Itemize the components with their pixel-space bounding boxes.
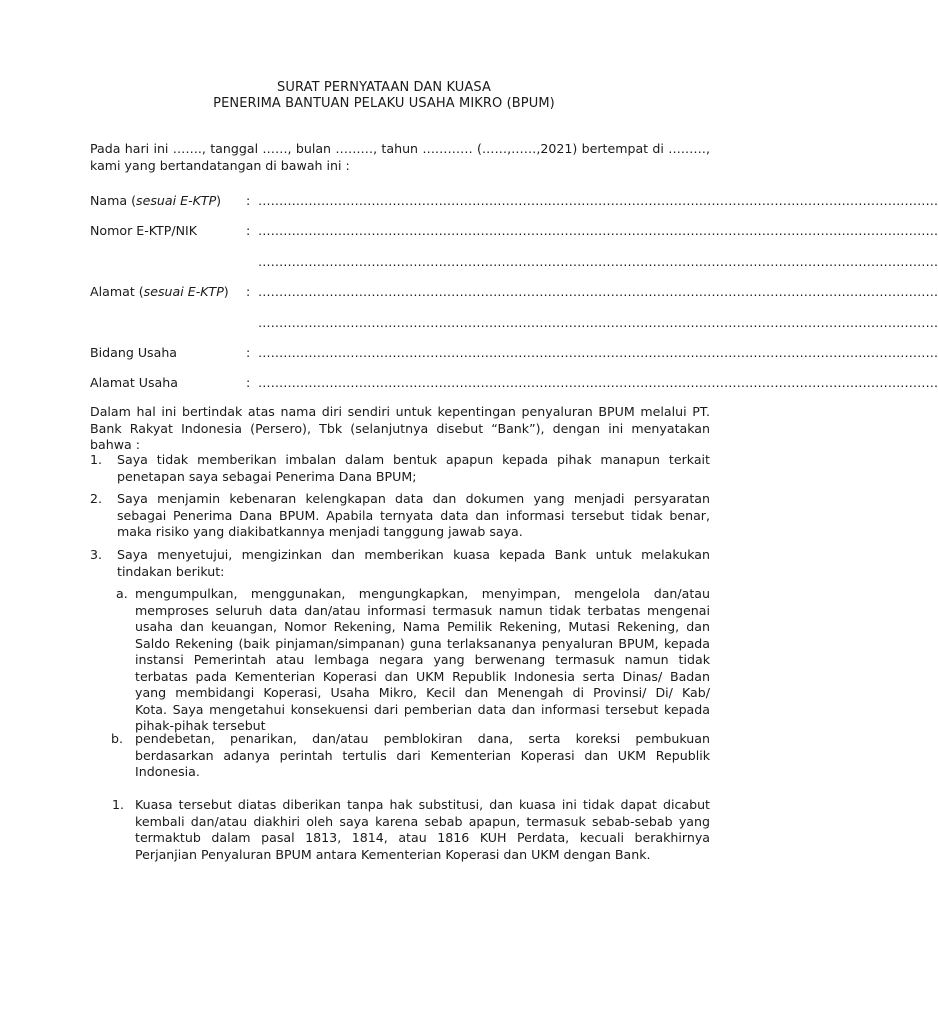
final-item-number: 1. [112, 797, 125, 812]
intro-paragraph [90, 141, 710, 174]
field-nama-blank: ……………………………………………………………………………………………………………………………………………… [258, 193, 938, 208]
field-alamat-usaha: Alamat Usaha : ……………………………………………………………………………………………………………………………………………… [90, 375, 938, 390]
field-nik-blank-2: ……………………………………………………………………………………………………………………………………………… [258, 254, 938, 269]
field-alamat-blank: ……………………………………………………………………………………………………………………………………………… [258, 284, 938, 299]
subitem-a-text: mengumpulkan, menggunakan, mengungkapkan, menyimpan, mengelola dan/atau memproses seluruh data dan/atau informasi termasuk namun tidak terbatas mengenai usaha dan keuangan, Nomor Rekening, Nama Pemilik Rekening, Mutasi Rekening, dan Saldo Rekening (baik pinjaman/simpanan) guna terlaksananya penyaluran BPUM, kepada instansi Pemerintah atau lembaga negara yang berwenang termasuk namun tidak terbatas pada Kementerian Koperasi dan UKM Republik Indonesia serta Dinas/ Badan yang membidangi Koperasi, Usaha Mikro, Kecil dan Menengah di Provinsi/ Di/ Kab/ Kota. Saya mengetahui konsekuensi dari pemberian data dan informasi tersebut kepada pihak-pihak tersebut [135, 586, 710, 733]
field-nik: Nomor E-KTP/NIK : ……………………………………………………………………………………………………………………………………………… [90, 223, 938, 238]
field-nik-label: Nomor E-KTP/NIK [90, 223, 197, 238]
field-alamat-label: Alamat (sesuai E-KTP) [90, 284, 229, 299]
field-nama-label: Nama (sesuai E-KTP) [90, 193, 222, 208]
final-item-text: Kuasa tersebut diatas diberikan tanpa hak substitusi, dan kuasa ini tidak dapat dicabut kembali dan/atau diakhiri oleh saya karena sebab apapun, termasuk sebab-sebab yang termaktub dalam pasal 1813, 1814, atau 1816 KUH Perdata, kecuali berakhirnya Perjanjian Penyaluran BPUM antara Kementerian Koperasi dan UKM dengan Bank. [135, 797, 710, 862]
intro-line-1: Pada hari ini ……., tanggal ……, bulan ………, tahun ………… (……,……,2021) bertempat di ………, [90, 141, 710, 156]
subitem-b-text: pendebetan, penarikan, dan/atau pemblokiran dana, serta koreksi pembukuan berdasarkan adanya perintah tertulis dari Kementerian Koperasi dan UKM Republik Indonesia. [135, 731, 710, 779]
field-bidang-usaha: Bidang Usaha : ……………………………………………………………………………………………………………………………………………… [90, 345, 938, 360]
item-1-text: Saya tidak memberikan imbalan dalam bentuk apapun kepada pihak manapun terkait penetapan saya sebagai Penerima Dana BPUM; [117, 452, 710, 484]
field-bidang-usaha-label: Bidang Usaha [90, 345, 178, 360]
field-alamat-blank-2: ……………………………………………………………………………………………………………………………………………… [258, 315, 938, 330]
field-alamat: Alamat (sesuai E-KTP) : ……………………………………………………………………………………………………………………………………………… [90, 284, 938, 299]
title-line-2: PENERIMA BANTUAN PELAKU USAHA MIKRO (BPUM) [213, 96, 555, 111]
intro-line-2: kami yang bertandatangan di bawah ini : [90, 157, 350, 173]
field-bidang-usaha-blank: ……………………………………………………………………………………………………………………………………………… [258, 345, 938, 360]
item-3-text: Saya menyetujui, mengizinkan dan memberikan kuasa kepada Bank untuk melakukan tindakan berikut: [117, 547, 710, 579]
item-3-number: 3. [90, 547, 103, 562]
field-nama: Nama (sesuai E-KTP) : ……………………………………………………………………………………………………………………………………………… [90, 193, 938, 208]
subitem-a-letter: a. [116, 586, 128, 601]
item-1-number: 1. [90, 452, 103, 467]
item-2-number: 2. [90, 491, 103, 506]
subitem-b-letter: b. [111, 731, 123, 746]
field-alamat-continued [90, 315, 938, 332]
field-nik-blank: ……………………………………………………………………………………………………………………………………………… [258, 223, 938, 238]
field-nik-continued [90, 254, 938, 271]
statement-paragraph: Dalam hal ini bertindak atas nama diri sendiri untuk kepentingan penyaluran BPUM melalui PT. Bank Rakyat Indonesia (Persero), Tbk (selanjutnya disebut “Bank”), dengan ini menyatakan bahwa : [90, 404, 710, 452]
document-title [0, 80, 768, 112]
title-line-1: SURAT PERNYATAAN DAN KUASA [277, 80, 491, 95]
field-alamat-usaha-blank: ……………………………………………………………………………………………………………………………………………… [258, 375, 938, 390]
item-2-text: Saya menjamin kebenaran kelengkapan data dan dokumen yang menjadi persyaratan sebagai Penerima Dana BPUM. Apabila ternyata data dan informasi tersebut tidak benar, maka risiko yang diakibatkannya menjadi tanggung jawab saya. [117, 491, 710, 539]
field-alamat-usaha-label: Alamat Usaha [90, 375, 178, 390]
